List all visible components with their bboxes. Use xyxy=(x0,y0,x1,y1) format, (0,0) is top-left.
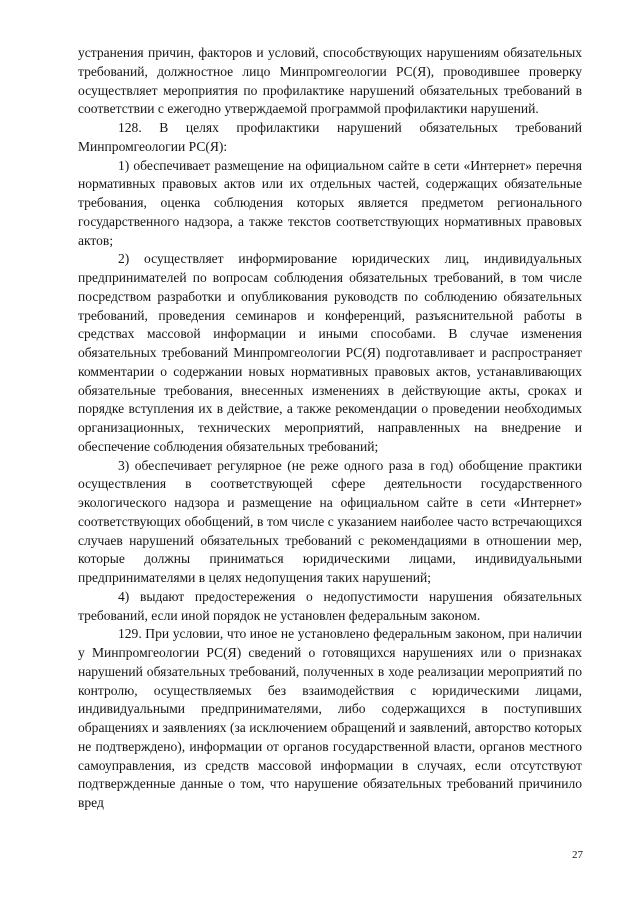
paragraph-continuation: устранения причин, факторов и условий, способствующих нарушениям обязательных требований, должностное лицо Минпромгеологии РС(Я), проводившее проверку осуществляет мероприятия по профилактике нарушений обязательных требований в соответствии с ежегодно утверждаемой программой профилактики нарушений. xyxy=(78,45,582,117)
paragraph-item-3: 3) обеспечивает регулярное (не реже одного раза в год) обобщение практики осуществления в соответствующей сфере деятельности государственного экологического надзора и размещение на официальном сайте в сети «Интернет» соответствующих обобщений, в том числе с указанием наиболее часто встречающихся случаев нарушений обязательных требований с рекомендациями в отношении мер, которые должны приниматься юридическими лицами, индивидуальными предпринимателями в целях недопущения таких нарушений; xyxy=(78,457,582,585)
paragraph-item-4: 4) выдают предостережения о недопустимости нарушения обязательных требований, если иной порядок не установлен федеральным законом. xyxy=(78,588,582,623)
document-body xyxy=(78,44,582,813)
page-number: 27 xyxy=(572,849,583,861)
paragraph-129: 129. При условии, что иное не установлено федеральным законом, при наличии у Минпромгеологии РС(Я) сведений о готовящихся нарушениях или о признаках нарушений обязательных требований, полученных в ходе реализации мероприятий по контролю, осуществляемых без взаимодействия с юридическими лицами, индивидуальными предпринимателями, либо содержащихся в поступивших обращениях и заявлениях (за исключением обращений и заявлений, авторство которых не подтверждено), информации от органов государственной власти, органов местного самоуправления, из средств массовой информации в случаях, если отсутствуют подтвержденные данные о том, что нарушение обязательных требований причинило вред xyxy=(78,626,582,810)
paragraph-item-1: 1) обеспечивает размещение на официальном сайте в сети «Интернет» перечня нормативных правовых актов или их отдельных частей, содержащих обязательные требования, оценка соблюдения которых является предметом регионального государственного надзора, а также текстов соответствующих нормативных правовых актов; xyxy=(78,157,582,248)
paragraph-128: 128. В целях профилактики нарушений обязательных требований Минпромгеологии РС(Я): xyxy=(78,120,582,154)
paragraph-item-2: 2) осуществляет информирование юридических лиц, индивидуальных предпринимателей по вопросам соблюдения обязательных требований, в том числе посредством разработки и опубликования руководств по соблюдению обязательных требований, проведения семинаров и конференций, разъяснительной работы в средствах массовой информации и иными способами. В случае изменения обязательных требований Минпромгеологии РС(Я) подготавливает и распространяет комментарии о содержании новых нормативных правовых актов, устанавливающих обязательные требования, внесенных изменениях в действующие акты, сроках и порядке вступления их в действие, а также рекомендации о проведении необходимых организационных, технических мероприятий, направленных на внедрение и обеспечение соблюдения обязательных требований; xyxy=(78,251,582,454)
